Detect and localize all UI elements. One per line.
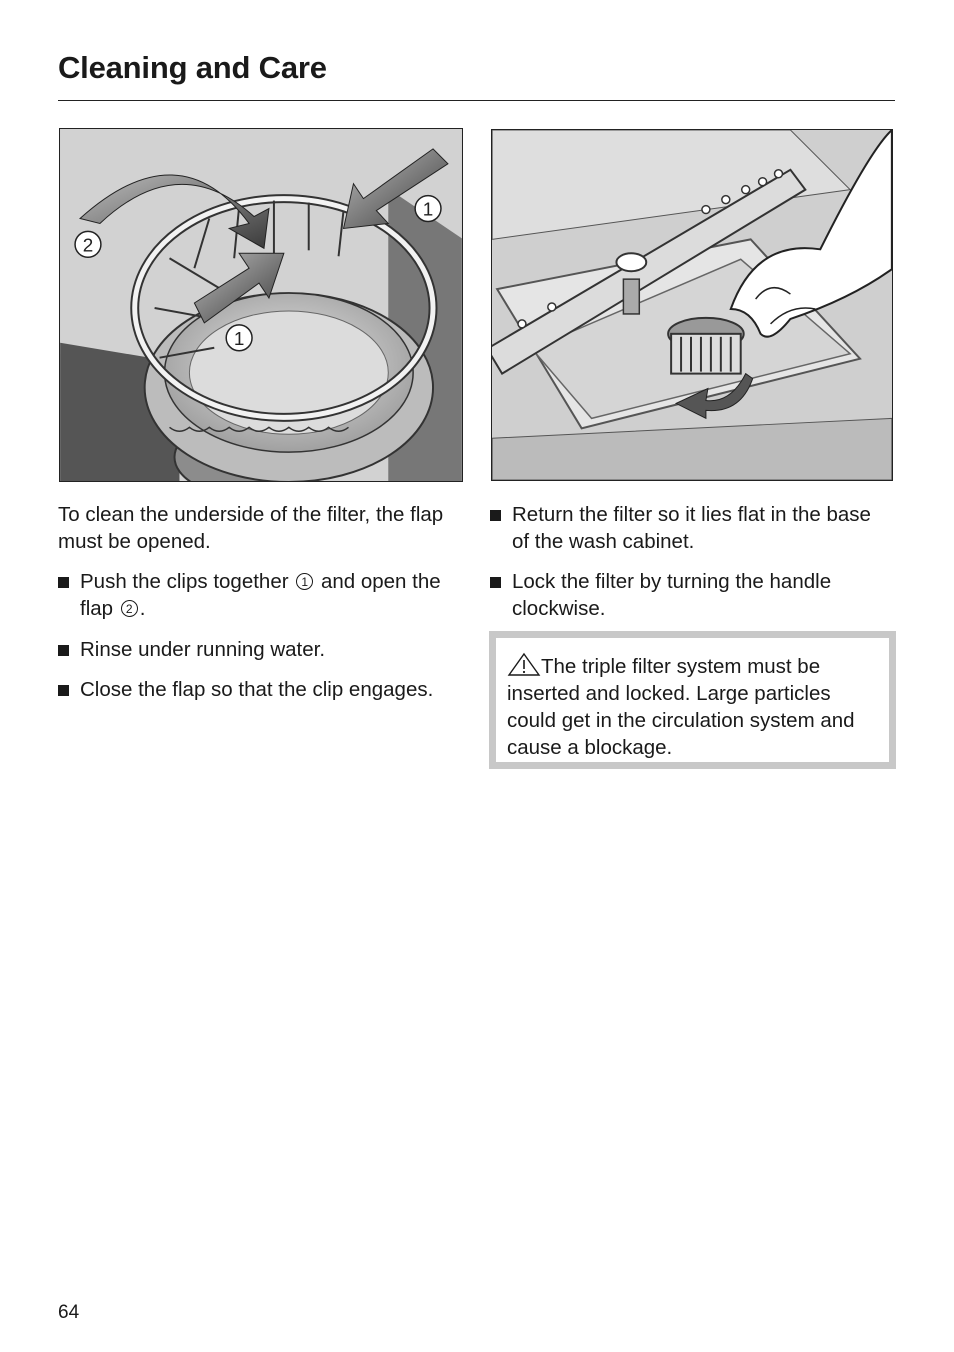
bullet-square-icon	[490, 577, 501, 588]
list-item	[58, 636, 448, 663]
warning-triangle-icon	[507, 652, 541, 676]
page-number: 64	[58, 1302, 80, 1323]
bullet-text-part: and open the flap	[80, 570, 441, 620]
callout-2: 2	[82, 235, 94, 257]
circled-number-1: 1	[296, 573, 313, 590]
list-item	[490, 501, 890, 555]
filter-lock-illustration	[491, 129, 893, 481]
bullet-square-icon	[58, 645, 69, 656]
title-divider	[58, 100, 895, 101]
list-item	[58, 568, 448, 622]
bullet-text	[80, 568, 448, 622]
warning-content	[496, 638, 889, 762]
circled-number-2: 2	[121, 600, 138, 617]
bullet-text: Rinse under running water.	[80, 638, 326, 661]
filter-flap-drawing	[60, 129, 462, 481]
intro-paragraph: To clean the underside of the filter, the flap must be opened.	[58, 503, 444, 553]
filter-flap-illustration	[59, 128, 463, 482]
bullet-text-part: Push the clips together	[80, 570, 295, 593]
list-item	[490, 568, 890, 622]
list-item	[58, 676, 448, 703]
page-title: Cleaning and Care	[58, 50, 327, 85]
callout-1-top: 1	[422, 199, 434, 221]
callout-1-bottom: 1	[233, 328, 245, 350]
bullet-square-icon	[58, 577, 69, 588]
warning-text: The triple filter system must be inserted and locked. Large particles could get in the circulation system and cause a blockage.	[507, 655, 855, 759]
bullet-text-part: .	[139, 597, 146, 620]
filter-lock-drawing	[492, 130, 892, 480]
bullet-text: Return the filter so it lies flat in the base of the wash cabinet.	[512, 503, 871, 553]
warning-box	[489, 631, 896, 769]
bullet-text: Close the flap so that the clip engages.	[80, 678, 434, 701]
bullet-square-icon	[490, 510, 501, 521]
bullet-square-icon	[58, 685, 69, 696]
bullet-text: Lock the filter by turning the handle clockwise.	[512, 570, 832, 620]
